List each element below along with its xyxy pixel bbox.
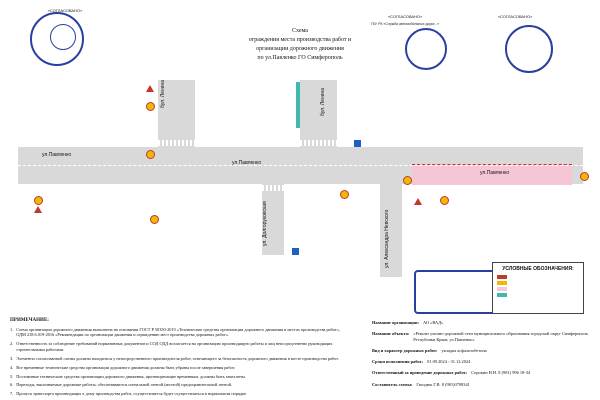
street-label-v4: ул. Александра Невского [384, 209, 390, 268]
note-number: 1. [10, 327, 14, 332]
info-sign-icon [354, 140, 361, 147]
note-item [10, 356, 340, 361]
legend-item [497, 287, 579, 291]
info-label: Вид и характер дорожных работ: [372, 347, 438, 353]
note-text: Все временные технические средства организации дорожного движения должны быть убраны после завершения работ. [16, 364, 236, 370]
info-value: АО «ВАД» [422, 320, 444, 325]
right-approval-label: «СОГЛАСОВАНО» [497, 14, 533, 19]
road-sign-icon [440, 196, 449, 205]
teal-barrier [296, 82, 300, 128]
street-label-v3: ул. Долгоруковская [262, 201, 268, 246]
note-text: Постоянные технические средства организации дорожного движения, противоречащие временным, должны быть зачехлены. [16, 373, 246, 379]
note-item [10, 374, 340, 379]
street-label-v2: бул. Ленина [320, 88, 326, 116]
note-text: Элементы согласованной схемы должны находиться у непосредственного производителя работ, отвечающего за безопасность дорожного движения в месте производства работ. [16, 355, 339, 361]
note-text: Ответственность за соблюдение требований нормативных документов и СОД ОДД возлагается на организацию производящую работы и лиц непосредственно руководящих строительными работами. [16, 341, 333, 352]
info-value: укладка асфальтобетона [441, 347, 487, 353]
legend-swatch [497, 275, 507, 279]
notes-list [10, 327, 340, 397]
info-label: Название объекта: [372, 331, 410, 337]
legend-swatch [497, 281, 507, 285]
note-number: 2. [10, 341, 14, 347]
crosswalk-2 [300, 140, 337, 146]
note-text: Пропуск транспорта производящих к дому производства работ, осуществляется будет осуществляться в нормальном порядке. [16, 391, 248, 397]
note-text: Переходы, выполняемые дорожные работы, обеспечиваются сигнальной лентой (желтой) предохранительной лентой. [16, 382, 233, 388]
center-line [18, 165, 583, 166]
warning-sign-icon [414, 198, 422, 205]
center-stamp [405, 28, 447, 70]
info-label: Ответственный за проведение дорожных работ: [372, 370, 468, 376]
center-approval-org: ГБУ РК «Служба автомобильных дорог...» [370, 22, 440, 26]
crosswalk-1 [158, 140, 195, 146]
road-sign-icon [580, 172, 589, 181]
note-number: 7. [10, 391, 14, 397]
info-row-object [372, 331, 592, 342]
street-label-main-mid: ул.Павленко [232, 160, 262, 166]
road-sign-icon [340, 190, 349, 199]
notes-block [10, 318, 340, 400]
info-label: Составитель схемы: [372, 381, 413, 387]
note-item [10, 341, 340, 352]
info-value: «Ремонт улично-дорожной сети муниципального образования городской округ Симферополь Республики Крым, ул.Павленко» [413, 331, 588, 342]
title-line-3: организации дорожного движения [256, 46, 344, 52]
note-item [10, 382, 340, 387]
note-item [10, 391, 340, 396]
info-value: 01.09.2024 - 31.12.2024 [427, 359, 471, 365]
street-label-v1: бул. Ленина [160, 80, 166, 108]
warning-sign-icon [146, 85, 154, 92]
road-sign-icon [146, 150, 155, 159]
legend-title: УСЛОВНЫЕ ОБОЗНАЧЕНИЯ: [502, 266, 574, 272]
notes-heading: ПРИМЕЧАНИЕ: [10, 318, 49, 323]
center-approval-label: «СОГЛАСОВАНО» [387, 14, 423, 19]
info-label: Сроки исполнения работ: [372, 359, 424, 365]
note-number: 6. [10, 382, 14, 388]
title-line-1: Схема [292, 28, 308, 34]
title-line-2: ограждения места производства работ и [248, 37, 352, 43]
road-sign-icon [146, 102, 155, 111]
info-block [372, 320, 592, 393]
road-sign-icon [34, 196, 43, 205]
legend-item [497, 275, 579, 279]
info-label: Название организации: [372, 320, 419, 325]
info-row-org [372, 320, 592, 325]
legend-swatch [497, 287, 507, 291]
note-item [10, 365, 340, 370]
legend [492, 262, 584, 314]
info-row-type [372, 348, 592, 353]
legend-swatch [497, 293, 507, 297]
left-stamp-inner [50, 24, 76, 50]
note-item [10, 327, 340, 338]
road-sign-icon [403, 176, 412, 185]
info-row-author [372, 382, 592, 387]
right-stamp [505, 25, 553, 73]
info-value: Сорокин Н.Н. 8 (981) 996 18-34 [471, 370, 531, 376]
crosswalk-3 [262, 185, 284, 191]
info-value: Гвоздюк Г.В. 8 (981)0798341 [416, 381, 470, 387]
street-label-main-right: ул.Павленко [480, 170, 510, 176]
title-line-4: по ул.Павленко ГО Симферополь [257, 55, 343, 61]
note-number: 4. [10, 364, 14, 370]
street-label-main-left: ул.Павленко [42, 152, 72, 158]
left-approval-label: «СОГЛАСОВАНО» [47, 8, 83, 13]
warning-sign-icon [34, 206, 42, 213]
note-number: 3. [10, 355, 14, 361]
legend-item [497, 293, 579, 297]
note-text: Схема организации дорожного движения выполнена на основании ГОСТ Р 50350-2019 «Технические средства организации дорожного движения в местах производства работ», ОДМ 218.6.019-2016 «Рекомендации по организации движения и ограждению мест производства дорожных работ». [16, 327, 340, 338]
info-row-resp [372, 370, 592, 375]
legend-item [497, 281, 579, 285]
info-row-term [372, 359, 592, 364]
note-number: 5. [10, 373, 14, 379]
road-sign-icon [150, 215, 159, 224]
info-sign-icon [292, 248, 299, 255]
